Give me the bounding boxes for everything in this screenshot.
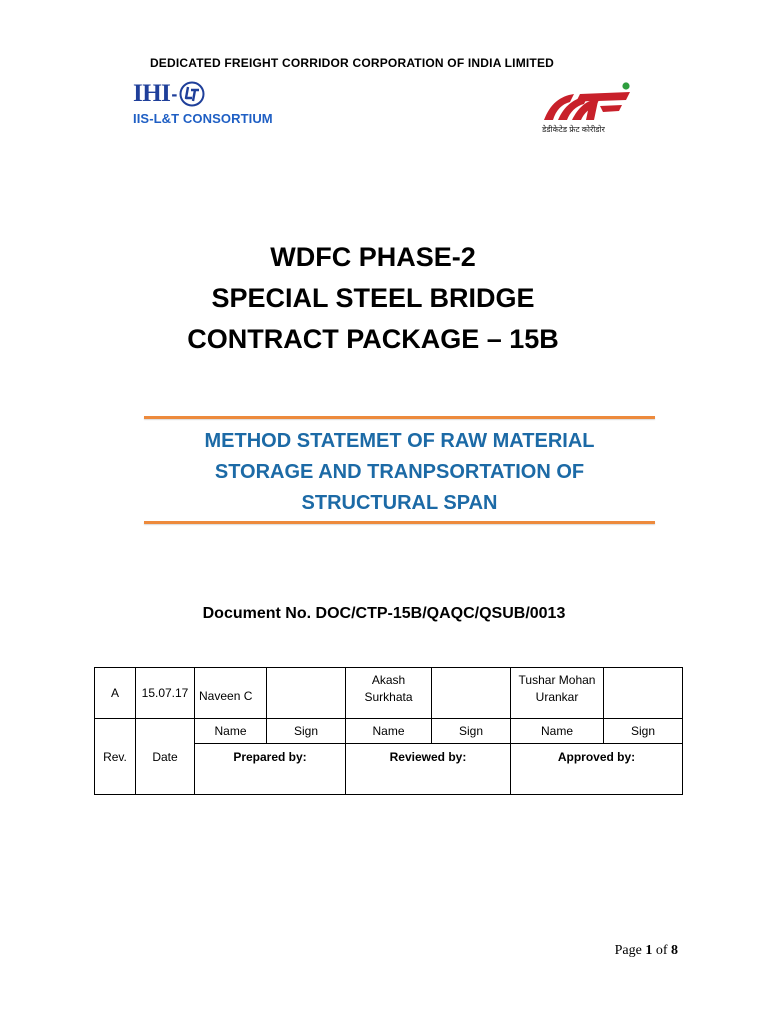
orange-rule-bottom (144, 521, 655, 524)
dfc-hindi-caption: डेडीकेटेड फ्रेट कोरीडोर (542, 125, 605, 134)
reviewed-name-value (346, 668, 432, 719)
prepared-by-label: Prepared by: (195, 744, 346, 795)
approval-table (94, 667, 683, 795)
project-title-line-3: CONTRACT PACKAGE – 15B (187, 324, 559, 354)
approved-name-line-1: Tushar Mohan (518, 673, 596, 687)
dfccil-logo (540, 80, 640, 140)
reviewed-name-line-2: Surkhata (364, 690, 413, 704)
approved-sign-cell (604, 668, 683, 719)
reviewed-name-line-1: Akash (371, 673, 406, 687)
page-word: Page (614, 943, 642, 958)
page-number (615, 943, 678, 959)
approved-name-value (511, 668, 604, 719)
of-word: of (655, 943, 668, 958)
method-title-line-2: STORAGE AND TRANPSORTATION OF (214, 461, 585, 483)
project-title-line-1: WDFC PHASE-2 (270, 242, 476, 272)
dfc-emblem-icon (540, 80, 636, 124)
prepared-sign-label: Sign (267, 719, 346, 744)
page-total: 8 (671, 943, 678, 958)
table-row-labels (95, 719, 683, 744)
ihi-logo-text: IHI (133, 80, 171, 107)
approved-sign-label: Sign (604, 719, 683, 744)
prepared-name-label: Name (195, 719, 267, 744)
lt-logo-icon (179, 81, 205, 107)
rev-value: A (95, 668, 136, 719)
reviewed-name-label: Name (346, 719, 432, 744)
corporation-name: DEDICATED FREIGHT CORRIDOR CORPORATION OF INDIA LIMITED (149, 56, 555, 70)
reviewed-sign-label: Sign (432, 719, 511, 744)
reviewed-by-label: Reviewed by: (346, 744, 511, 795)
method-title-line-3: STRUCTURAL SPAN (301, 492, 498, 514)
reviewed-sign-cell (432, 668, 511, 719)
method-title-line-1: METHOD STATEMET OF RAW MATERIAL (204, 430, 595, 452)
prepared-name-value: Naveen C (195, 668, 267, 719)
ihi-lt-consortium-logo (133, 80, 303, 130)
date-value: 15.07.17 (136, 668, 195, 719)
approved-name-label: Name (511, 719, 604, 744)
document-number: Document No. DOC/CTP-15B/QAQC/QSUB/0013 (202, 605, 566, 622)
approved-name-line-2: Urankar (535, 690, 579, 704)
page-current: 1 (645, 943, 653, 958)
logo-dash: - (171, 83, 178, 104)
consortium-name: IIS-L&T CONSORTIUM (133, 111, 273, 126)
approved-by-label: Approved by: (511, 744, 683, 795)
orange-rule-top (144, 416, 655, 419)
date-label: Date (136, 719, 195, 795)
project-title-line-2: SPECIAL STEEL BRIDGE (211, 283, 535, 313)
prepared-sign-cell (267, 668, 346, 719)
table-row-values (95, 668, 683, 719)
rev-label: Rev. (95, 719, 136, 795)
